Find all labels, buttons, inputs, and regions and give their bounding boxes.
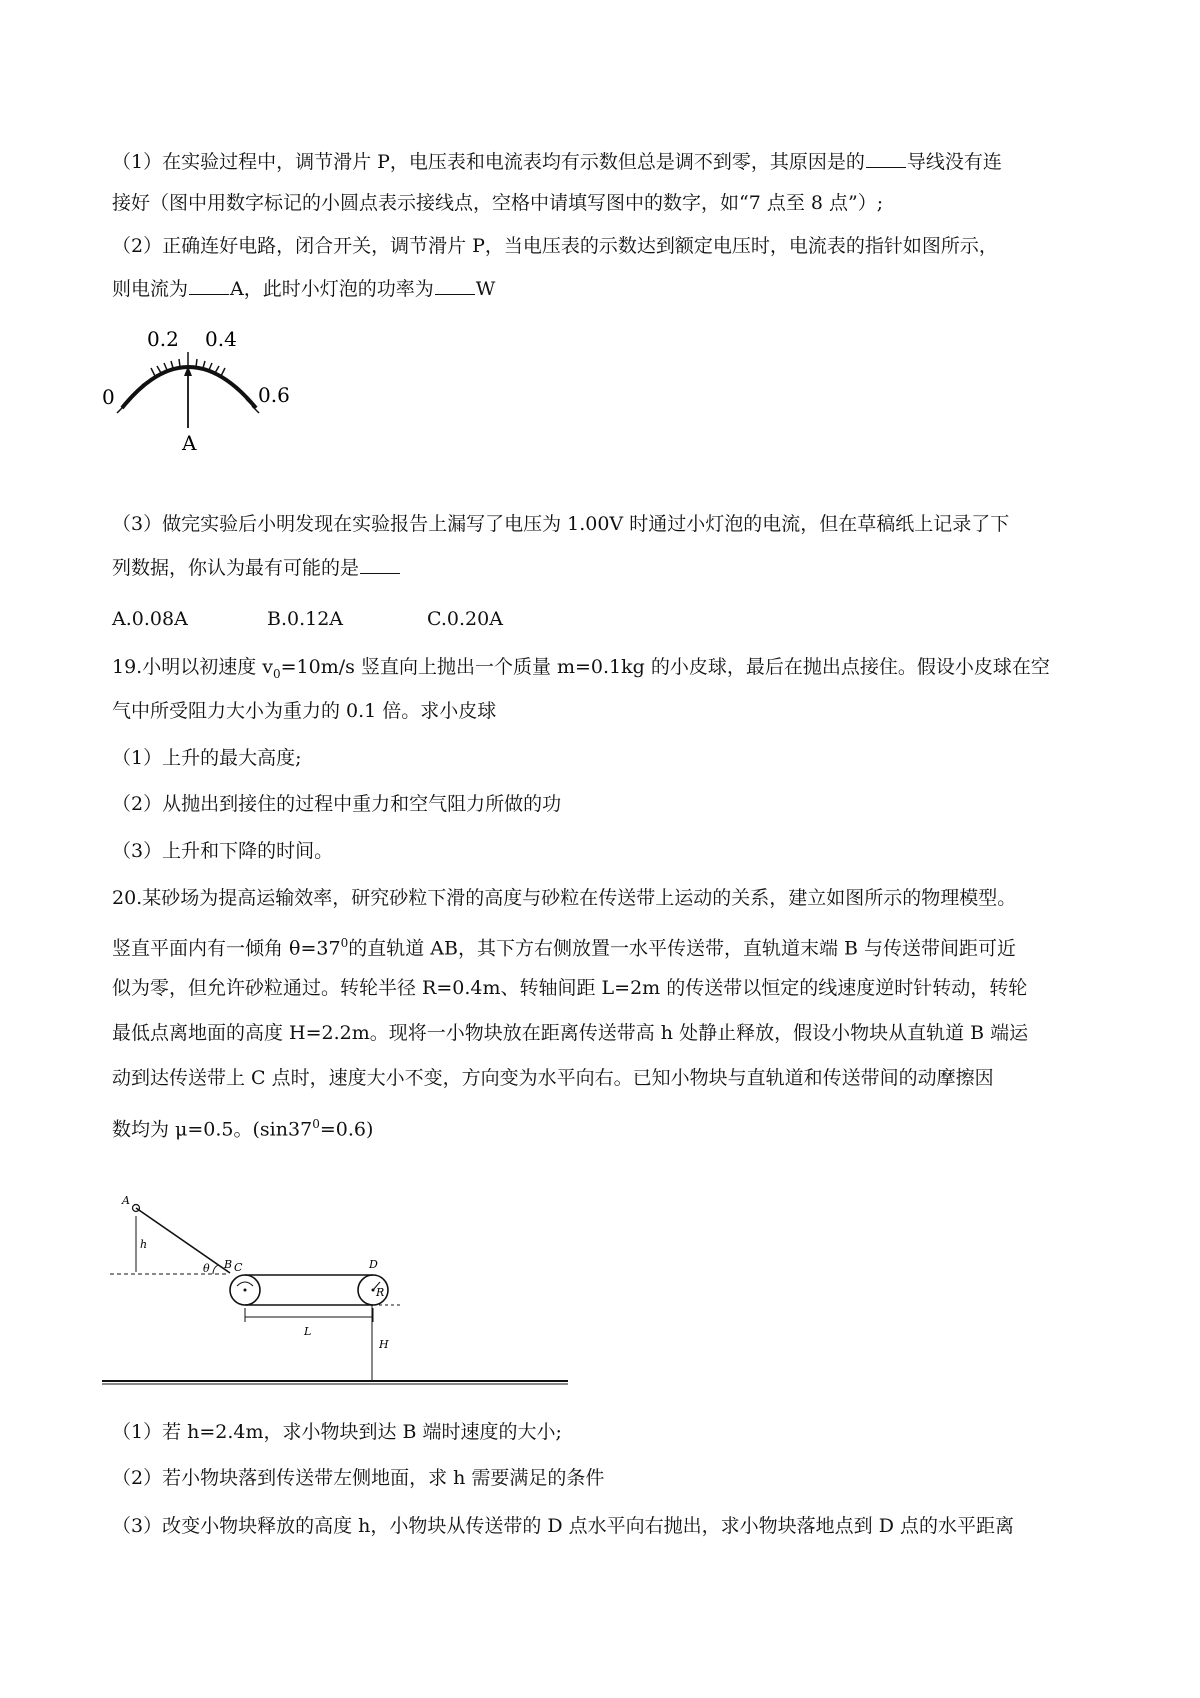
label-d: D <box>369 1258 378 1271</box>
ammeter-label-0.2: 0.2 <box>147 327 179 351</box>
rotation-arrow-left <box>237 1282 253 1286</box>
q20-line2 <box>112 929 1016 962</box>
q20-superscript: 0 <box>340 936 349 950</box>
q18-part1-line2: 接好（图中用数字标记的小圆点表示接线点，空格中请填写图中的数字，如“7 点至 8 点”）; <box>112 192 884 214</box>
q19-text-a: 19.小明以初速度 v <box>112 656 273 678</box>
q19-sub1: （1）上升的最大高度; <box>112 747 302 769</box>
answer-blank[interactable] <box>189 276 229 295</box>
q18-part2-text-b: A，此时小灯泡的功率为 <box>230 278 434 300</box>
answer-blank[interactable] <box>435 276 475 295</box>
q20-sub2: （2）若小物块落到传送带左侧地面，求 h 需要满足的条件 <box>112 1467 605 1489</box>
q19-line1 <box>112 653 1050 688</box>
option-c[interactable]: C.0.20A <box>427 608 503 630</box>
label-a: A <box>122 1194 130 1207</box>
incline-track-ab <box>136 1208 233 1273</box>
ammeter-unit-label: A <box>182 431 197 455</box>
answer-blank[interactable] <box>866 149 906 168</box>
label-theta: θ <box>203 1262 210 1275</box>
q18-part2-line2 <box>112 275 495 303</box>
q20-line5: 动到达传送带上 C 点时，速度大小不变，方向变为水平向右。已知小物块与直轨道和传送带间的动摩擦因 <box>112 1067 994 1089</box>
ammeter-label-0.6: 0.6 <box>258 383 290 407</box>
ammeter-figure <box>100 316 320 456</box>
q20-superscript-sin: 0 <box>312 1117 320 1131</box>
q20-text-6a: 数均为 μ=0.5。(sin37 <box>112 1118 313 1141</box>
q20-sub3: （3）改变小物块释放的高度 h，小物块从传送带的 D 点水平向右抛出，求小物块落地点到 D 点的水平距离 <box>112 1515 1014 1537</box>
q18-part2-text-a: 则电流为 <box>112 278 189 300</box>
label-H: H <box>379 1338 389 1351</box>
q18-part1-text-a: （1）在实验过程中，调节滑片 P，电压表和电流表均有示数但总是调不到零，其原因是的 <box>112 151 865 173</box>
q18-part1-line1 <box>112 148 1002 176</box>
left-pulley-axle <box>244 1289 247 1292</box>
conveyor-diagram <box>100 1188 570 1403</box>
ammeter-label-0: 0 <box>102 385 115 409</box>
q19-line2: 气中所受阻力大小为重力的 0.1 倍。求小皮球 <box>112 700 497 722</box>
q20-sub1: （1）若 h=2.4m，求小物块到达 B 端时速度的大小; <box>112 1421 562 1443</box>
q18-part3-text: 列数据，你认为最有可能的是 <box>112 557 360 579</box>
option-a[interactable]: A.0.08A <box>112 608 188 630</box>
answer-blank[interactable] <box>360 555 400 574</box>
q20-text-6b: =0.6) <box>319 1118 374 1141</box>
label-b: B <box>224 1258 233 1271</box>
q20-text-a: 竖直平面内有一倾角 θ=37 <box>112 937 341 960</box>
q20-line6 <box>112 1110 373 1143</box>
q20-line4: 最低点离地面的高度 H=2.2m。现将一小物块放在距离传送带高 h 处静止释放，假设小物块从直轨道 B 端运 <box>112 1022 1029 1044</box>
option-b[interactable]: B.0.12A <box>267 608 344 630</box>
q18-part2-text-c: W <box>475 278 496 300</box>
ammeter-label-0.4: 0.4 <box>205 327 237 351</box>
q18-part3-line1: （3）做完实验后小明发现在实验报告上漏写了电压为 1.00V 时通过小灯泡的电流，但在草稿纸上记录了下 <box>112 513 1010 535</box>
q20-line1: 20.某砂场为提高运输效率，研究砂粒下滑的高度与砂粒在传送带上运动的关系，建立如图所示的物理模型。 <box>112 887 1017 909</box>
q19-subscript: 0 <box>273 666 281 681</box>
q20-text-b: 的直轨道 AB，其下方右侧放置一水平传送带，直轨道末端 B 与传送带间距可近 <box>348 937 1016 960</box>
angle-theta-arc <box>213 1265 218 1274</box>
q19-sub3: （3）上升和下降的时间。 <box>112 840 334 862</box>
q19-text-b: =10m/s 竖直向上抛出一个质量 m=0.1kg 的小皮球，最后在抛出点接住。假设小皮球在空 <box>280 656 1050 678</box>
label-c: C <box>234 1261 243 1274</box>
q18-part2-line1: （2）正确连好电路，闭合开关，调节滑片 P，当电压表的示数达到额定电压时，电流表的指针如图所示， <box>112 235 998 257</box>
q18-options <box>112 605 503 633</box>
label-r: R <box>376 1286 385 1299</box>
label-h: h <box>140 1238 148 1251</box>
q19-sub2: （2）从抛出到接住的过程中重力和空气阻力所做的功 <box>112 793 562 815</box>
label-l: L <box>304 1325 312 1338</box>
q20-line3: 似为零，但允许砂粒通过。转轮半径 R=0.4m、转轴间距 L=2m 的传送带以恒定的线速度逆时针转动，转轮 <box>112 977 1028 999</box>
q18-part1-text-b: 导线没有连 <box>906 151 1002 173</box>
q18-part3-line2 <box>112 554 401 582</box>
